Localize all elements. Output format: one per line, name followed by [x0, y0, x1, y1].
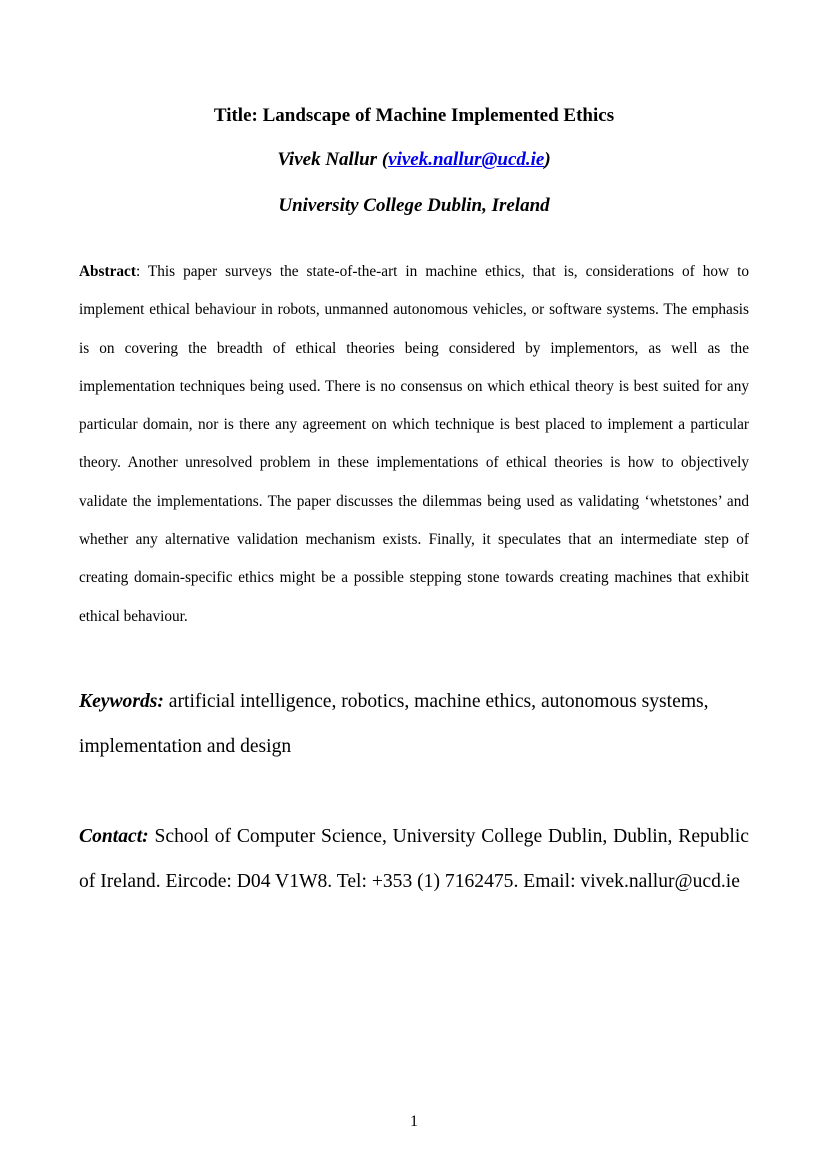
author-email-open-paren: ( [381, 149, 389, 170]
author-line [0, 148, 828, 172]
author-email-link[interactable]: vivek.nallur@ucd.ie [388, 149, 545, 170]
abstract-label: Abstract [79, 263, 136, 280]
abstract-paragraph [79, 253, 749, 636]
keywords-paragraph [79, 680, 749, 769]
contact-paragraph [79, 814, 749, 904]
abstract-text: : This paper surveys the state-of-the-art in machine ethics, that is, considerations of how to implement ethical behaviour in robots, unmanned autonomous vehicles, or software systems. The emphasis is on covering the breadth of ethical theories being considered by implementors, as well as the implementation techniques being used. There is no consensus on which ethical theory is best suited for any particular domain, nor is there any agreement on which technique is best placed to implement a particular theory. Another unresolved problem in these implementations of ethical theories is how to objectively validate the implementations. The paper discusses the dilemmas being used as validating ‘whetstones’ and whether any alternative validation mechanism exists. Finally, it speculates that an intermediate step of creating domain-specific ethics might be a possible stepping stone towards creating machines that exhibit ethical behaviour. [79, 263, 749, 625]
author-name: Vivek Nallur [277, 149, 378, 170]
author-email-close-paren: ) [544, 149, 551, 170]
contact-text: School of Computer Science, University College Dublin, Dublin, Republic of Ireland. Eircode: D04 V1W8. Tel: +353 (1) 7162475. Email: vivek.nallur@ucd.ie [79, 826, 749, 892]
page-number: 1 [410, 1113, 418, 1130]
paper-title: Title: Landscape of Machine Implemented Ethics [213, 105, 615, 126]
contact-label: Contact: [79, 826, 149, 847]
keywords-text: artificial intelligence, robotics, machine ethics, autonomous systems, implementation and design [79, 691, 709, 757]
keywords-label: Keywords: [79, 691, 164, 712]
author-affiliation: University College Dublin, Ireland [278, 195, 550, 216]
